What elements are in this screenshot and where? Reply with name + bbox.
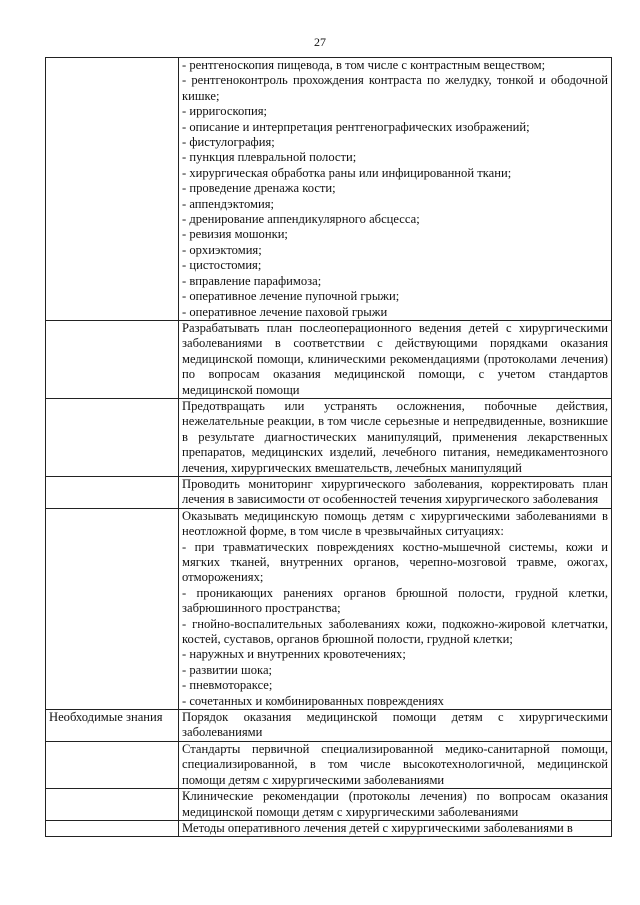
list-item: - оперативное лечение паховой грыжи: [182, 304, 388, 319]
list-item: - ирригоскопия;: [182, 104, 268, 119]
knowledge-text: Методы оперативного лечения детей с хирургическими заболеваниями в: [179, 820, 612, 836]
list-item: - дренирование аппендикулярного абсцесса;: [182, 212, 420, 227]
table-row: [46, 476, 612, 508]
emergency-skills-list: [179, 508, 612, 709]
list-item: - вправление парафимоза;: [182, 273, 322, 288]
list-item: - фистулография;: [182, 135, 275, 150]
row-label: [46, 398, 179, 476]
list-item: - сочетанных и комбинированных повреждениях: [182, 693, 444, 708]
row-label-required-knowledge: Необходимые знания: [46, 710, 179, 742]
row-label: [46, 58, 179, 321]
list-item: - хирургическая обработка раны или инфицированной ткани;: [182, 165, 512, 180]
table-row: [46, 820, 612, 836]
list-item: Оказывать медицинскую помощь детям с хирургическими заболеваниями в неотложной форме, в том числе в чрезвычайных ситуациях:: [182, 508, 608, 539]
table-row: [46, 508, 612, 709]
list-item: - проникающих ранениях органов брюшной полости, грудной клетки, забрюшинного пространства;: [182, 585, 608, 616]
skill-text: Предотвращать или устранять осложнения, побочные действия, нежелательные реакции, в том числе серьезные и непредвиденные, возникшие в результате диагностических манипуляций, применения лекарственных препаратов, медицинских изделий, лечебного питания, немедикаментозного лечения, хирургических вмешательств, лечебных манипуляций: [179, 398, 612, 476]
list-item: - наружных и внутренних кровотечениях;: [182, 647, 406, 662]
list-item: - рентгеноскопия пищевода, в том числе с контрастным веществом;: [182, 58, 546, 72]
list-item: - пункция плевральной полости;: [182, 150, 357, 165]
table-row: [46, 398, 612, 476]
row-label: [46, 508, 179, 709]
list-item: - ревизия мошонки;: [182, 227, 288, 242]
row-label: [46, 476, 179, 508]
list-item: - орхиэктомия;: [182, 242, 262, 257]
row-label: [46, 320, 179, 398]
list-item: - цистостомия;: [182, 258, 262, 273]
list-item: - пневмотораксе;: [182, 678, 273, 693]
row-label: [46, 789, 179, 821]
table-row: [46, 58, 612, 321]
skill-text: Проводить мониторинг хирургического заболевания, корректировать план лечения в зависимости от особенностей течения хирургического заболевания: [179, 476, 612, 508]
list-item: - оперативное лечение пупочной грыжи;: [182, 289, 400, 304]
list-item: - рентгеноконтроль прохождения контраста по желудку, тонкой и ободочной кишке;: [182, 73, 608, 103]
table-row: [46, 741, 612, 788]
table-row: [46, 789, 612, 821]
knowledge-text: Клинические рекомендации (протоколы лечения) по вопросам оказания медицинской помощи детям с хирургическими заболеваниями: [179, 789, 612, 821]
list-item: - описание и интерпретация рентгенографических изображений;: [182, 119, 530, 134]
list-item: - гнойно-воспалительных заболеваниях кожи, подкожно-жировой клетчатки, костей, суставов, органов брюшной полости, грудной клетки;: [182, 616, 608, 647]
row-label: [46, 820, 179, 836]
skill-text: Разрабатывать план послеоперационного ведения детей с хирургическими заболеваниями в соответствии с действующими порядками оказания медицинской помощи, клиническими рекомендациями (протоколами лечения) по вопросам оказания медицинской помощи, с учетом стандартов медицинской помощи: [179, 320, 612, 398]
list-item: - проведение дренажа кости;: [182, 181, 336, 196]
list-item: - развитии шока;: [182, 662, 273, 677]
skills-list: [179, 58, 612, 321]
competency-table: [45, 57, 612, 837]
list-item: - при травматических повреждениях костно-мышечной системы, кожи и мягких тканей, внутренних органов, черепно-мозговой травме, ожогах, отморожениях;: [182, 539, 608, 585]
row-label: [46, 741, 179, 788]
knowledge-text: Порядок оказания медицинской помощи детям с хирургическими заболеваниями: [179, 710, 612, 742]
page-number: 27: [314, 35, 326, 49]
knowledge-text: Стандарты первичной специализированной медико-санитарной помощи, специализированной, в том числе высокотехнологичной, медицинской помощи детям с хирургическими заболеваниями: [179, 741, 612, 788]
table-row: [46, 710, 612, 742]
list-item: - аппендэктомия;: [182, 196, 275, 211]
table-row: [46, 320, 612, 398]
